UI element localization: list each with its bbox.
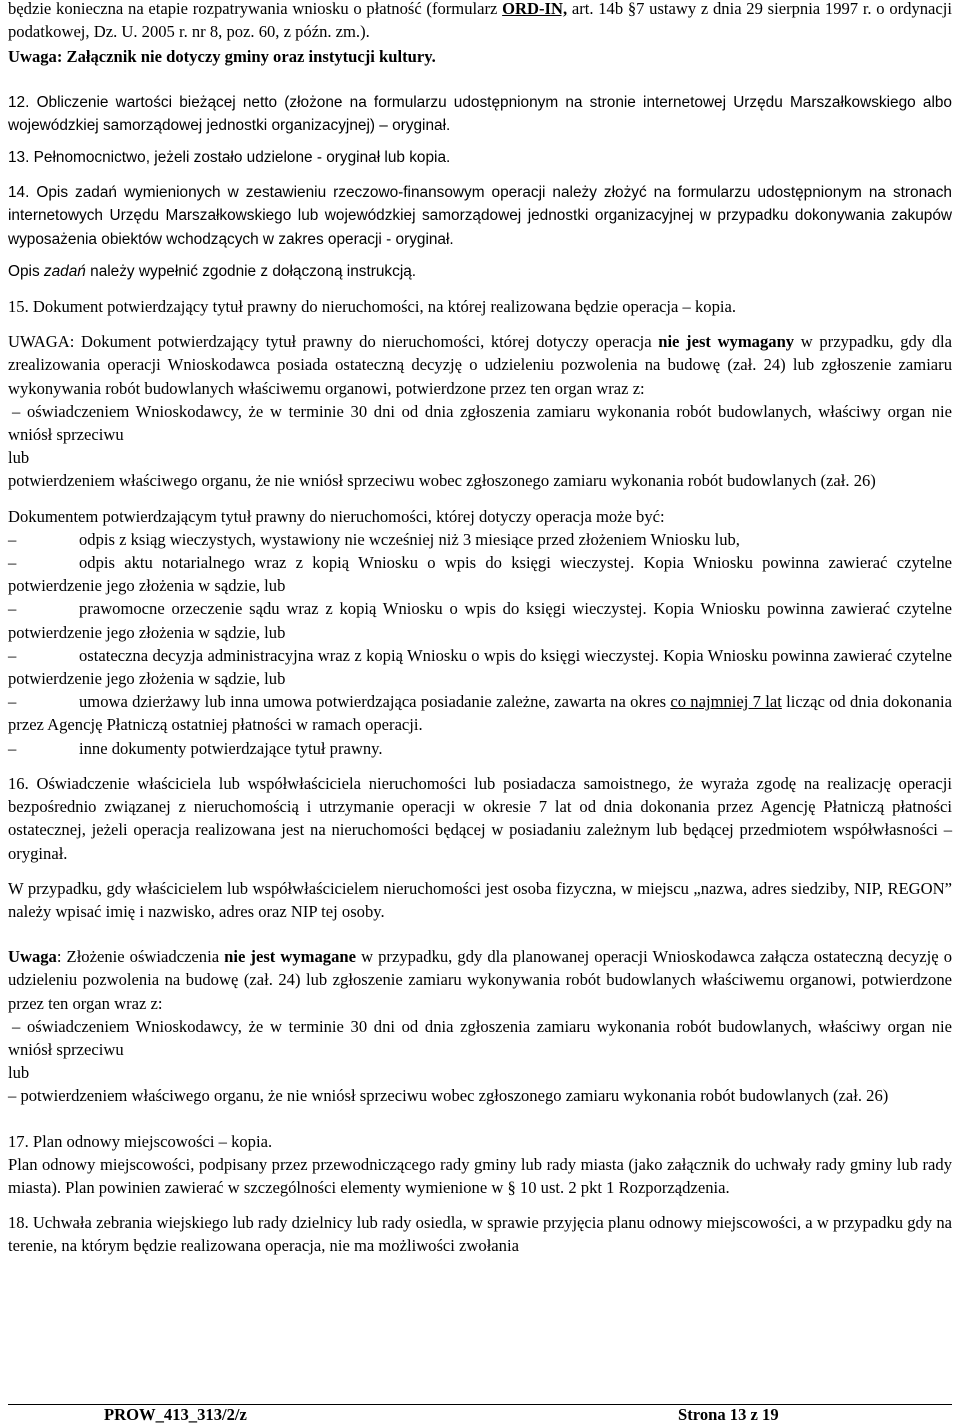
title-doc-item [8, 597, 952, 643]
item-16-note [8, 945, 952, 1015]
dash: – [8, 553, 17, 573]
title-doc-item-other [8, 737, 952, 760]
item-16-option-2: – potwierdzeniem właściwego organu, że nie wniósł sprzeciwu wobec zgłoszonego zamiaru wykonania robót budowlanych (zał. 26) [8, 1086, 889, 1106]
item-18: 18. Uchwała zebrania wiejskiego lub rady dzielnicy lub rady osiedla, w sprawie przyjęcia planu odnowy miejscowości, a w przypadku gdy na terenie, na którym będzie realizowana operacja, nie ma możliwości zwołania [8, 1213, 952, 1256]
item-14-note-b: należy wypełnić zgodnie z dołączoną instrukcją. [85, 262, 417, 280]
item-17-title: 17. Plan odnowy miejscowości – kopia. [8, 1131, 273, 1151]
form-code: ORD-IN, [502, 0, 568, 18]
intro-note [8, 45, 952, 68]
dash: – [8, 738, 17, 758]
title-doc-text: ostateczna decyzja administracyjna wraz z kopią Wniosku o wpis do księgi wieczystej. Kopia Wniosku powinna zawierać czytelne potwierdzenie jego złożenia w sądzie, lub [8, 645, 952, 689]
item-16-natural-person: W przypadku, gdy właścicielem lub współwłaścicielem nieruchomości jest osoba fizyczna, w miejscu „nazwa, adres siedziby, NIP, REGON” należy wpisać imię i nazwisko, adres oraz NIP tej osoby. [8, 878, 952, 921]
footer-doc-code: PROW_413_313/2/z [104, 1405, 247, 1424]
document-page [8, 0, 952, 1258]
lease-text: umowa dzierżawy lub inna umowa potwierdzająca posiadanie zależne, zawarta na okres [79, 692, 671, 712]
title-doc-text: prawomocne orzeczenie sądu wraz z kopią Wniosku o wpis do księgi wieczystej. Kopia Wniosku powinna zawierać czytelne potwierdzenie jego złożenia w sądzie, lub [8, 599, 952, 642]
item-15-option-1: – oświadczeniem Wnioskodawcy, że w terminie 30 dni od dnia zgłoszenia zamiaru wykonania robót budowlanych, właściwy organ nie wniósł sprzeciwu [8, 401, 952, 445]
title-doc-item [8, 528, 952, 551]
item-14-note [8, 260, 952, 283]
item-15-option-2: potwierdzeniem właściwego organu, że nie wniósł sprzeciwu wobec zgłoszonego zamiaru wykonania robót budowlanych (zał. 26) [8, 471, 876, 491]
dash: – [8, 599, 17, 619]
note-text: : Złożenie oświadczenia [56, 947, 225, 967]
footer-page-number: Strona 13 z 19 [678, 1405, 779, 1424]
note-bold: nie jest wymagane [224, 947, 356, 967]
intro-text-cont: art. 14b §7 ustawy z dnia 29 sierpnia 1997 r. o ordynacji podatkowej, Dz. U. 2005 r. nr 8, poz. 60, z późn. zm.). [8, 0, 952, 42]
item-16-option-1: – oświadczeniem Wnioskodawcy, że w terminie 30 dni od dnia zgłoszenia zamiaru wykonania robót budowlanych, właściwy organ nie wniósł sprzeciwu [8, 1016, 952, 1059]
warning-text: Dokument potwierdzający tytuł prawny do nieruchomości, której dotyczy operacja [74, 332, 659, 352]
title-docs-intro: Dokumentem potwierdzającym tytuł prawny do nieruchomości, której dotyczy operacja może być: [8, 506, 665, 526]
item-14-note-italic: zadań [43, 262, 86, 280]
warning-label: UWAGA: [8, 332, 75, 352]
item-15: 15. Dokument potwierdzający tytuł prawny do nieruchomości, na której realizowana będzie operacja – kopia. [8, 297, 737, 317]
item-14-note-a: Opis [8, 262, 44, 280]
intro-paragraph [8, 0, 952, 43]
note-text-cont: w przypadku, gdy dla planowanej operacji Wnioskodawca załącza ostateczną decyzję o udzieleniu pozwolenia na budowę (zał. 24) lub zgłoszenie zamiaru wykonywania robót budowlanych właściwemu organowi, potwierdzone przez ten organ wraz z: [8, 947, 952, 1013]
note-label: Uwaga: [8, 47, 63, 67]
lease-text-cont: licząc od dnia dokonania przez Agencję Płatniczą ostatniej płatności w ramach operacji. [8, 692, 952, 735]
warning-text-cont: w przypadku, gdy dla zrealizowania operacji Wnioskodawca posiada ostateczną decyzję o udzieleniu pozwolenia na budowę (zał. 24) lub zgłoszenie zamiaru wykonywania robót budowlanych właściwemu organowi, potwierdzone przez ten organ wraz z: [8, 332, 952, 398]
title-doc-item [8, 644, 952, 690]
title-doc-item-lease [8, 690, 952, 736]
title-doc-item [8, 551, 952, 597]
item-16-or: lub [8, 1063, 30, 1083]
title-doc-text: odpis z ksiąg wieczystych, wystawiony nie wcześniej niż 3 miesiące przed złożeniem Wniosku lub, [79, 529, 740, 549]
lease-duration: co najmniej 7 lat [670, 692, 782, 712]
title-doc-text: inne dokumenty potwierdzające tytuł prawny. [79, 738, 383, 758]
intro-text: będzie konieczna na etapie rozpatrywania wniosku o płatność (formularz [8, 0, 503, 18]
item-15-warning [8, 330, 952, 400]
note-text: Załącznik [62, 47, 141, 67]
dash: – [8, 645, 17, 665]
title-doc-text: odpis aktu notarialnego wraz z kopią Wniosku o wpis do księgi wieczystej. Kopia Wniosku powinna zawierać czytelne potwierdzenie jego złożenia w sądzie, lub [8, 553, 952, 596]
item-17-text: Plan odnowy miejscowości, podpisany przez przewodniczącego rady gminy lub rady miasta (jako załącznik do uchwały rady gminy lub rady miasta). Plan powinien zawierać w szczególności elementy wymienione w § 10 ust. 2 pkt 1 Rozporządzenia. [8, 1154, 952, 1197]
dash: – [8, 692, 17, 712]
item-13: 13. Pełnomocnictwo, jeżeli zostało udzielone - oryginał lub kopia. [8, 149, 451, 167]
item-12: 12. Obliczenie wartości bieżącej netto (złożone na formularzu udostępnionym na stronie internetowej Urzędu Marszałkowskiego albo wojewódzkiej samorządowej jednostki organizacyjnej) – oryginał. [8, 93, 952, 134]
item-14: 14. Opis zadań wymienionych w zestawieniu rzeczowo-finansowym operacji należy złożyć na formularzu udostępnionym na stronach internetowych Urzędu Marszałkowskiego lub wojewódzkiej samorządowej jednostki organizacyjnej w przypadku dokonywania zakupów wyposażenia obiektów wchodzących w zakres operacji - oryginał. [8, 184, 952, 248]
item-16: 16. Oświadczenie właściciela lub współwłaściciela nieruchomości lub posiadacza samoistnego, że wyraża zgodę na realizację operacji bezpośrednio związanej z nieruchomością i utrzymanie operacji w okresie 7 lat od dnia dokonania przez Agencję Płatniczą płatności ostatecznej, jeżeli operacja realizowana jest na nieruchomości będącej w posiadaniu zależnym lub będącej przedmiotem współwłasności – oryginał. [8, 773, 952, 863]
warning-bold: nie jest wymagany [658, 332, 795, 352]
note-bold: nie dotyczy gminy oraz instytucji kultury. [140, 47, 436, 67]
item-15-or: lub [8, 448, 30, 468]
dash: – [8, 529, 17, 549]
note-label: Uwaga [8, 947, 57, 967]
